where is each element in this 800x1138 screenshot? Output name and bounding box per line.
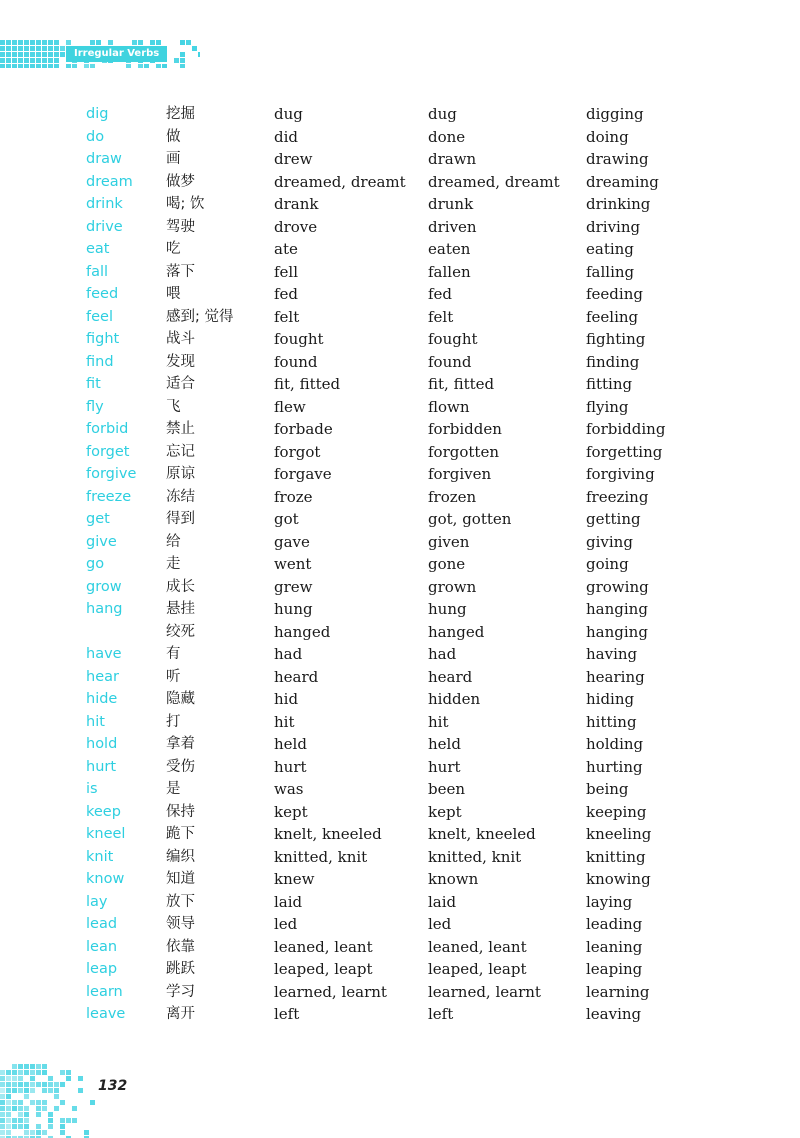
base-form: keep: [86, 803, 121, 820]
verb-row: [86, 328, 706, 351]
past-participle: hurt: [428, 757, 461, 776]
present-participle: having: [586, 645, 638, 663]
chinese-meaning: 知道: [166, 871, 195, 887]
present-participle: freezing: [586, 487, 649, 506]
present-participle: digging: [586, 105, 644, 123]
irregular-verbs-table: [86, 103, 706, 1026]
present-participle: kneeling: [586, 825, 652, 843]
verb-row: [86, 688, 706, 711]
verb-row: [86, 531, 706, 554]
past-participle: fed: [428, 285, 453, 303]
verb-row: [86, 823, 706, 846]
verb-row: [86, 396, 706, 419]
base-form: forbid: [86, 421, 129, 437]
past-participle: known: [428, 870, 479, 888]
verb-row: [86, 103, 706, 126]
present-participle: knitting: [586, 847, 646, 866]
chinese-meaning: 成长: [166, 578, 195, 595]
past-tense: went: [274, 555, 312, 573]
chinese-meaning: 跳跃: [166, 961, 195, 977]
present-participle: fitting: [586, 375, 633, 393]
past-participle: drunk: [428, 195, 474, 213]
present-participle: leaping: [586, 960, 643, 978]
verb-row: [86, 621, 706, 644]
chinese-meaning: 原谅: [166, 466, 195, 482]
present-participle: feeling: [586, 307, 639, 326]
past-participle: heard: [428, 667, 473, 686]
base-form: forget: [86, 443, 130, 460]
chinese-meaning: 受伤: [166, 758, 195, 775]
past-tense: dreamed, dreamt: [274, 172, 406, 191]
present-participle: feeding: [586, 285, 643, 303]
past-participle: knitted, knit: [428, 847, 522, 866]
base-form: hold: [86, 736, 118, 752]
verb-row: [86, 351, 706, 374]
present-participle: getting: [586, 510, 641, 528]
present-participle: hanging: [586, 622, 648, 641]
past-tense: leaped, leapt: [274, 960, 373, 978]
base-form: hit: [86, 713, 105, 730]
verb-row: [86, 801, 706, 824]
base-form: hurt: [86, 758, 117, 775]
base-form: lead: [86, 916, 118, 932]
verb-row: [86, 418, 706, 441]
past-participle: kept: [428, 802, 462, 821]
past-participle: felt: [428, 307, 454, 326]
base-form: grow: [86, 578, 122, 595]
past-participle: got, gotten: [428, 510, 512, 528]
chinese-meaning: 放下: [166, 893, 195, 910]
present-participle: dreaming: [586, 172, 659, 191]
present-participle: falling: [586, 262, 635, 281]
past-tense: froze: [274, 487, 313, 506]
past-tense: forbade: [274, 420, 333, 438]
past-participle: forgotten: [428, 442, 499, 461]
present-participle: leaning: [586, 937, 643, 956]
chinese-meaning: 发现: [166, 353, 195, 370]
present-participle: being: [586, 780, 629, 798]
past-tense: had: [274, 645, 303, 663]
past-tense: was: [274, 780, 304, 798]
verb-row: [86, 868, 706, 891]
base-form: fall: [86, 263, 109, 280]
past-tense: knew: [274, 870, 315, 888]
base-form: is: [86, 781, 98, 797]
base-form: leave: [86, 1006, 126, 1022]
present-participle: forgiving: [586, 465, 655, 483]
chinese-meaning: 悬挂: [166, 601, 195, 617]
present-participle: keeping: [586, 802, 647, 821]
verb-row: [86, 553, 706, 576]
verb-row: [86, 756, 706, 779]
past-tense: dug: [274, 105, 303, 123]
verb-row: [86, 666, 706, 689]
present-participle: hanging: [586, 600, 648, 618]
present-participle: hitting: [586, 712, 637, 731]
chinese-meaning: 听: [166, 668, 181, 685]
past-tense: knelt, kneeled: [274, 825, 382, 843]
base-form: feed: [86, 286, 119, 302]
verb-row: [86, 576, 706, 599]
base-form: freeze: [86, 488, 132, 505]
present-participle: drinking: [586, 195, 651, 213]
present-participle: doing: [586, 127, 629, 146]
base-form: draw: [86, 151, 122, 167]
past-tense: leaned, leant: [274, 937, 373, 956]
present-participle: learning: [586, 982, 650, 1001]
past-participle: led: [428, 915, 452, 933]
base-form: fight: [86, 331, 120, 347]
present-participle: leading: [586, 915, 643, 933]
past-tense: fell: [274, 262, 299, 281]
chinese-meaning: 冻结: [166, 488, 195, 505]
base-form: lay: [86, 893, 108, 910]
base-form: lean: [86, 938, 118, 955]
base-form: give: [86, 533, 117, 550]
past-tense: forgot: [274, 442, 321, 461]
verb-row: [86, 598, 706, 621]
past-tense: grew: [274, 577, 313, 596]
past-participle: held: [428, 735, 461, 753]
footer-pixel-pattern: [0, 1064, 100, 1138]
base-form: find: [86, 353, 114, 370]
chinese-meaning: 做: [166, 128, 181, 145]
present-participle: going: [586, 555, 629, 573]
verb-row: [86, 958, 706, 981]
past-tense: forgave: [274, 465, 332, 483]
present-participle: leaving: [586, 1005, 642, 1023]
past-tense: drew: [274, 150, 313, 168]
past-tense: hung: [274, 600, 313, 618]
base-form: have: [86, 646, 122, 662]
base-form: fit: [86, 376, 101, 392]
chinese-meaning: 挖掘: [166, 106, 195, 122]
verb-row: [86, 778, 706, 801]
verb-row: [86, 486, 706, 509]
chinese-meaning: 保持: [166, 803, 195, 820]
base-form: kneel: [86, 826, 126, 842]
verb-row: [86, 171, 706, 194]
past-tense: flew: [274, 397, 306, 416]
past-participle: gone: [428, 555, 466, 573]
past-tense: got: [274, 510, 299, 528]
past-participle: hanged: [428, 622, 485, 641]
chinese-meaning: 落下: [166, 263, 195, 280]
chinese-meaning: 飞: [166, 398, 181, 415]
past-participle: been: [428, 780, 466, 798]
base-form: hang: [86, 601, 123, 617]
past-participle: fallen: [428, 262, 471, 281]
chinese-meaning: 打: [166, 713, 181, 730]
verb-row: [86, 733, 706, 756]
base-form: fly: [86, 398, 104, 415]
verb-row: [86, 643, 706, 666]
present-participle: laying: [586, 892, 633, 911]
chinese-meaning: 驾驶: [166, 218, 195, 235]
past-participle: dug: [428, 105, 457, 123]
verb-row: [86, 238, 706, 261]
past-participle: found: [428, 352, 472, 371]
past-tense: hurt: [274, 757, 307, 776]
past-participle: drawn: [428, 150, 477, 168]
verb-row: [86, 148, 706, 171]
verb-row: [86, 126, 706, 149]
past-participle: hit: [428, 712, 449, 731]
chinese-meaning: 拿着: [166, 736, 195, 752]
base-form: dig: [86, 106, 109, 122]
chinese-meaning: 走: [166, 556, 181, 572]
past-participle: done: [428, 127, 466, 146]
verb-row: [86, 441, 706, 464]
chinese-meaning: 是: [166, 781, 181, 797]
chinese-meaning: 战斗: [166, 331, 195, 347]
past-participle: knelt, kneeled: [428, 825, 536, 843]
chinese-meaning: 有: [166, 646, 181, 662]
chinese-meaning: 禁止: [166, 421, 195, 437]
past-tense: kept: [274, 802, 308, 821]
past-tense: felt: [274, 307, 300, 326]
past-participle: laid: [428, 892, 457, 911]
verb-row: [86, 913, 706, 936]
past-tense: fit, fitted: [274, 375, 341, 393]
present-participle: drawing: [586, 150, 649, 168]
base-form: forgive: [86, 466, 137, 482]
verb-row: [86, 463, 706, 486]
past-participle: grown: [428, 577, 477, 596]
base-form: hear: [86, 668, 119, 685]
past-tense: drank: [274, 195, 319, 213]
past-participle: had: [428, 645, 457, 663]
chinese-meaning: 学习: [166, 983, 195, 1000]
verb-row: [86, 711, 706, 734]
past-tense: did: [274, 127, 299, 146]
past-participle: hung: [428, 600, 467, 618]
past-tense: led: [274, 915, 298, 933]
past-participle: forgiven: [428, 465, 492, 483]
past-tense: found: [274, 352, 318, 371]
chinese-meaning: 喝; 饮: [166, 196, 205, 212]
base-form: hide: [86, 691, 118, 707]
chinese-meaning: 得到: [166, 511, 195, 527]
verb-row: [86, 306, 706, 329]
verb-row: [86, 1003, 706, 1026]
past-participle: hidden: [428, 690, 481, 708]
base-form: drive: [86, 218, 123, 235]
section-title: Irregular Verbs: [66, 46, 167, 62]
base-form: leap: [86, 961, 118, 977]
past-participle: flown: [428, 397, 470, 416]
verb-row: [86, 283, 706, 306]
chinese-meaning: 给: [166, 533, 181, 550]
past-participle: frozen: [428, 487, 477, 506]
past-tense: gave: [274, 532, 310, 551]
present-participle: knowing: [586, 870, 651, 888]
chinese-meaning: 喂: [166, 286, 181, 302]
base-form: dream: [86, 173, 133, 190]
base-form: eat: [86, 241, 110, 257]
past-participle: dreamed, dreamt: [428, 172, 560, 191]
base-form: [86, 621, 166, 644]
past-participle: fought: [428, 330, 478, 348]
present-participle: holding: [586, 735, 644, 753]
base-form: knit: [86, 848, 114, 865]
chinese-meaning: 领导: [166, 916, 195, 932]
page-number: 132: [98, 1078, 128, 1094]
past-tense: hit: [274, 712, 295, 731]
past-tense: heard: [274, 667, 319, 686]
verb-row: [86, 193, 706, 216]
present-participle: eating: [586, 240, 634, 258]
past-tense: held: [274, 735, 307, 753]
past-tense: hid: [274, 690, 299, 708]
past-tense: ate: [274, 240, 298, 258]
past-tense: learned, learnt: [274, 982, 387, 1001]
present-participle: giving: [586, 532, 633, 551]
verb-row: [86, 981, 706, 1004]
chinese-meaning: 做梦: [166, 173, 195, 190]
chinese-meaning: 吃: [166, 241, 181, 257]
base-form: go: [86, 556, 105, 572]
present-participle: forgetting: [586, 442, 663, 461]
chinese-meaning: 离开: [166, 1006, 195, 1022]
past-tense: laid: [274, 892, 303, 911]
past-participle: leaped, leapt: [428, 960, 527, 978]
present-participle: fighting: [586, 330, 646, 348]
verb-row: [86, 216, 706, 239]
verb-row: [86, 936, 706, 959]
verb-row: [86, 846, 706, 869]
present-participle: finding: [586, 352, 640, 371]
chinese-meaning: 隐藏: [166, 691, 195, 707]
base-form: feel: [86, 308, 113, 325]
chinese-meaning: 依靠: [166, 938, 195, 955]
chinese-meaning: 跪下: [166, 826, 195, 842]
verb-row: [86, 508, 706, 531]
present-participle: growing: [586, 577, 649, 596]
past-participle: left: [428, 1005, 454, 1023]
verb-row: [86, 261, 706, 284]
present-participle: driving: [586, 217, 641, 236]
base-form: know: [86, 871, 125, 887]
verb-row: [86, 891, 706, 914]
past-participle: learned, learnt: [428, 982, 541, 1001]
past-tense: fought: [274, 330, 324, 348]
past-tense: fed: [274, 285, 299, 303]
base-form: drink: [86, 196, 123, 212]
chinese-meaning: 感到; 觉得: [166, 308, 234, 325]
verb-row: [86, 373, 706, 396]
chinese-meaning: 画: [166, 151, 181, 167]
base-form: do: [86, 128, 105, 145]
past-participle: leaned, leant: [428, 937, 527, 956]
past-tense: knitted, knit: [274, 847, 368, 866]
past-tense: left: [274, 1005, 300, 1023]
past-participle: forbidden: [428, 420, 502, 438]
chinese-meaning: 忘记: [166, 443, 195, 460]
present-participle: hearing: [586, 667, 645, 686]
base-form: learn: [86, 983, 123, 1000]
present-participle: hurting: [586, 757, 643, 776]
past-participle: given: [428, 532, 470, 551]
past-tense: drove: [274, 217, 318, 236]
chinese-meaning: 适合: [166, 376, 195, 392]
present-participle: flying: [586, 397, 629, 416]
past-tense: hanged: [274, 622, 331, 641]
present-participle: hiding: [586, 690, 635, 708]
chinese-meaning: 编织: [166, 848, 195, 865]
past-participle: driven: [428, 217, 477, 236]
base-form: get: [86, 511, 110, 527]
past-participle: eaten: [428, 240, 471, 258]
present-participle: forbidding: [586, 420, 666, 438]
chinese-meaning: 绞死: [166, 623, 195, 640]
past-participle: fit, fitted: [428, 375, 495, 393]
